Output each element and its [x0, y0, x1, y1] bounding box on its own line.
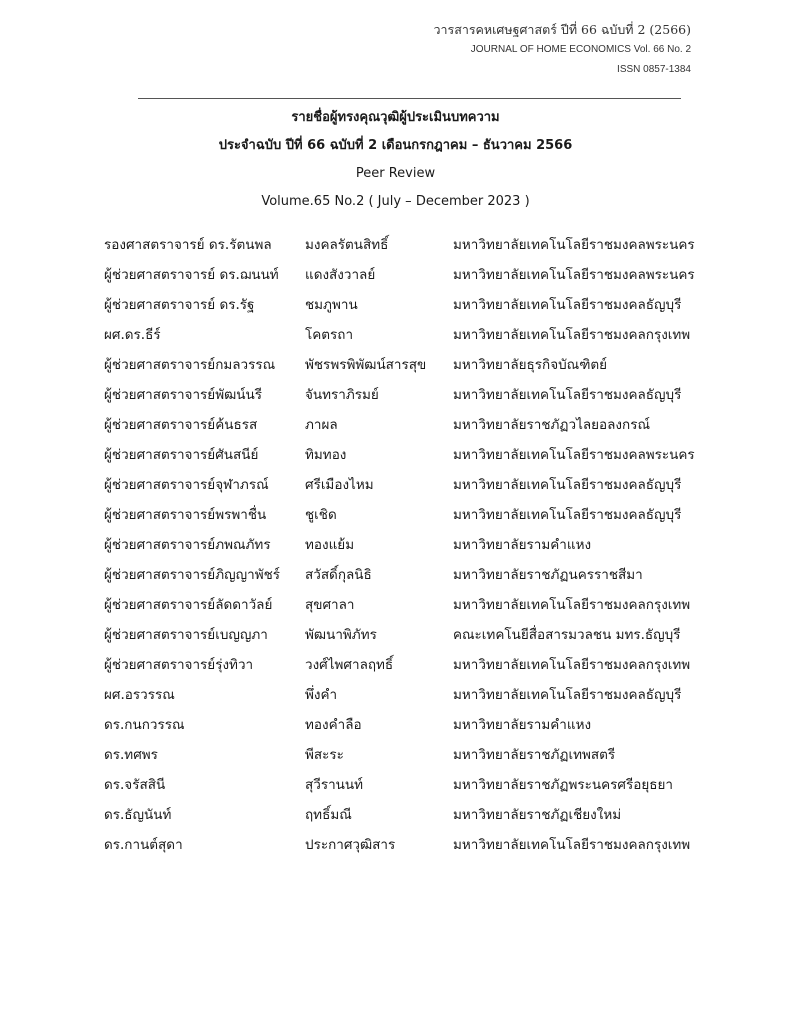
reviewer-name: ผู้ช่วยศาสตราจารย์ศันสนีย์: [104, 447, 259, 463]
reviewer-surname: โคตรถา: [305, 327, 354, 343]
reviewer-name: ดร.กนกวรรณ: [104, 717, 185, 733]
reviewer-institution: มหาวิทยาลัยเทคโนโลยีราชมงคลธัญบุรี: [453, 687, 682, 703]
reviewer-row: [104, 469, 744, 499]
reviewer-institution: มหาวิทยาลัยเทคโนโลยีราชมงคลกรุงเทพ: [453, 597, 691, 613]
reviewer-row: [104, 259, 744, 289]
reviewer-row: [104, 439, 744, 469]
header-divider: [138, 98, 681, 99]
reviewer-surname: สวัสดิ์กุลนิธิ: [305, 567, 372, 583]
reviewer-surname: ประกาศวุฒิสาร: [305, 837, 396, 853]
reviewer-institution: มหาวิทยาลัยเทคโนโลยีราชมงคลธัญบุรี: [453, 387, 682, 403]
reviewer-institution: มหาวิทยาลัยราชภัฏนครราชสีมา: [453, 567, 643, 583]
reviewer-surname: ทองแย้ม: [305, 537, 355, 553]
reviewer-name: ดร.ธัญนันท์: [104, 807, 172, 823]
reviewer-row: [104, 349, 744, 379]
reviewer-surname: จันทราภิรมย์: [305, 387, 379, 403]
reviewer-institution: มหาวิทยาลัยเทคโนโลยีราชมงคลพระนคร: [453, 447, 695, 463]
title-line-3: Peer Review: [355, 166, 436, 181]
reviewer-row: [104, 589, 744, 619]
journal-title-english: JOURNAL OF HOME ECONOMICS Vol. 66 No. 2: [470, 44, 691, 55]
reviewer-surname: วงศ์ไพศาลฤทธิ์: [305, 657, 394, 673]
reviewer-surname: ศรีเมืองไหม: [305, 477, 374, 493]
reviewer-institution: มหาวิทยาลัยเทคโนโลยีราชมงคลธัญบุรี: [453, 507, 682, 523]
reviewer-institution: มหาวิทยาลัยธุรกิจบัณฑิตย์: [453, 357, 608, 373]
reviewer-name: ผู้ช่วยศาสตราจารย์ ดร.รัฐ: [104, 297, 255, 313]
reviewer-surname: ทิมทอง: [305, 447, 347, 463]
title-line-2: ประจำฉบับ ปีที่ 66 ฉบับที่ 2 เดือนกรกฎาคม – ธันวาคม 2566: [218, 138, 573, 153]
reviewer-name: ผู้ช่วยศาสตราจารย์เบญญภา: [104, 627, 268, 643]
reviewer-surname: พึ่งคำ: [305, 687, 338, 703]
reviewer-institution: มหาวิทยาลัยเทคโนโลยีราชมงคลธัญบุรี: [453, 297, 682, 313]
reviewer-row: [104, 499, 744, 529]
reviewer-name: ดร.ทศพร: [104, 747, 158, 763]
reviewer-institution: มหาวิทยาลัยเทคโนโลยีราชมงคลกรุงเทพ: [453, 657, 691, 673]
reviewer-name: รองศาสตราจารย์ ดร.รัตนพล: [104, 237, 272, 253]
reviewer-name: ผศ.อรวรรณ: [104, 687, 175, 703]
reviewer-name: ผู้ช่วยศาสตราจารย์กมลวรรณ: [104, 357, 276, 373]
reviewer-institution: มหาวิทยาลัยเทคโนโลยีราชมงคลธัญบุรี: [453, 477, 682, 493]
reviewer-surname: พัฒนาพิภัทร: [305, 627, 377, 643]
reviewer-institution: มหาวิทยาลัยราชภัฏเทพสตรี: [453, 747, 616, 763]
reviewer-institution: มหาวิทยาลัยรามคำแหง: [453, 717, 592, 733]
reviewer-surname: สุขศาลา: [305, 597, 355, 613]
reviewer-name: ผู้ช่วยศาสตราจารย์ค้นธรส: [104, 417, 258, 433]
reviewer-name: ดร.กานต์สุดา: [104, 837, 183, 853]
reviewer-institution: มหาวิทยาลัยราชภัฏวไลยอลงกรณ์: [453, 417, 650, 433]
reviewer-surname: ฤทธิ์มณี: [305, 807, 352, 823]
reviewer-row: [104, 229, 744, 259]
reviewer-surname: ภาผล: [305, 417, 338, 433]
reviewer-name: ผู้ช่วยศาสตราจารย์ภพณภัทร: [104, 537, 271, 553]
reviewer-name: ผศ.ดร.ธีร์: [104, 327, 161, 343]
reviewer-name: ผู้ช่วยศาสตราจารย์จุฬาภรณ์: [104, 477, 269, 493]
reviewer-surname: ชูเชิด: [305, 507, 337, 523]
reviewer-name: ผู้ช่วยศาสตราจารย์ภิญญาพัชร์: [104, 567, 281, 583]
reviewer-row: [104, 559, 744, 589]
reviewer-row: [104, 619, 744, 649]
title-line-1: รายชื่อผู้ทรงคุณวุฒิผู้ประเมินบทความ: [291, 110, 500, 125]
reviewer-row: [104, 799, 744, 829]
reviewer-surname: พีสะระ: [305, 747, 344, 763]
reviewer-institution: มหาวิทยาลัยรามคำแหง: [453, 537, 592, 553]
reviewer-surname: ทองคำลือ: [305, 717, 362, 733]
journal-title-thai: วารสารคหเศษฐศาสตร์ ปีที่ 66 ฉบับที่ 2 (2566): [433, 22, 691, 37]
reviewer-row: [104, 319, 744, 349]
reviewer-surname: แดงสังวาลย์: [305, 267, 376, 283]
reviewer-row: [104, 679, 744, 709]
reviewer-name: ผู้ช่วยศาสตราจารย์พรพาชื่น: [104, 507, 267, 523]
reviewer-institution: มหาวิทยาลัยเทคโนโลยีราชมงคลพระนคร: [453, 267, 695, 283]
reviewer-name: ผู้ช่วยศาสตราจารย์ลัดดาวัลย์: [104, 597, 273, 613]
journal-header: [433, 20, 691, 80]
reviewer-surname: สุวีรานนท์: [305, 777, 364, 793]
reviewer-institution: มหาวิทยาลัยเทคโนโลยีราชมงคลกรุงเทพ: [453, 327, 691, 343]
reviewer-surname: มงคลรัตนสิทธิ์: [305, 237, 389, 253]
reviewer-row: [104, 379, 744, 409]
reviewer-row: [104, 649, 744, 679]
reviewer-institution: คณะเทคโนยีสื่อสารมวลชน มทร.ธัญบุรี: [453, 627, 681, 643]
reviewer-surname: ชมภูพาน: [305, 297, 358, 313]
document-title-block: [0, 104, 791, 216]
reviewer-institution: มหาวิทยาลัยเทคโนโลยีราชมงคลกรุงเทพ: [453, 837, 691, 853]
reviewer-surname: พัชรพรพิพัฒน์สารสุข: [305, 357, 427, 373]
reviewer-row: [104, 709, 744, 739]
reviewer-name: ผู้ช่วยศาสตราจารย์พัฒน์นรี: [104, 387, 263, 403]
reviewer-row: [104, 289, 744, 319]
title-line-4: Volume.65 No.2 ( July – December 2023 ): [261, 194, 530, 209]
reviewer-row: [104, 739, 744, 769]
reviewer-row: [104, 409, 744, 439]
reviewer-institution: มหาวิทยาลัยราชภัฏพระนครศรีอยุธยา: [453, 777, 673, 793]
reviewer-row: [104, 769, 744, 799]
reviewer-institution: มหาวิทยาลัยราชภัฏเชียงใหม่: [453, 807, 622, 823]
reviewer-name: ดร.จรัสสินี: [104, 777, 166, 793]
reviewer-list: [104, 229, 744, 859]
reviewer-row: [104, 529, 744, 559]
issn-label: ISSN 0857-1384: [617, 64, 691, 75]
reviewer-name: ผู้ช่วยศาสตราจารย์ ดร.ฌนนท์: [104, 267, 279, 283]
reviewer-name: ผู้ช่วยศาสตราจารย์รุ่งทิวา: [104, 657, 254, 673]
reviewer-institution: มหาวิทยาลัยเทคโนโลยีราชมงคลพระนคร: [453, 237, 695, 253]
reviewer-row: [104, 829, 744, 859]
